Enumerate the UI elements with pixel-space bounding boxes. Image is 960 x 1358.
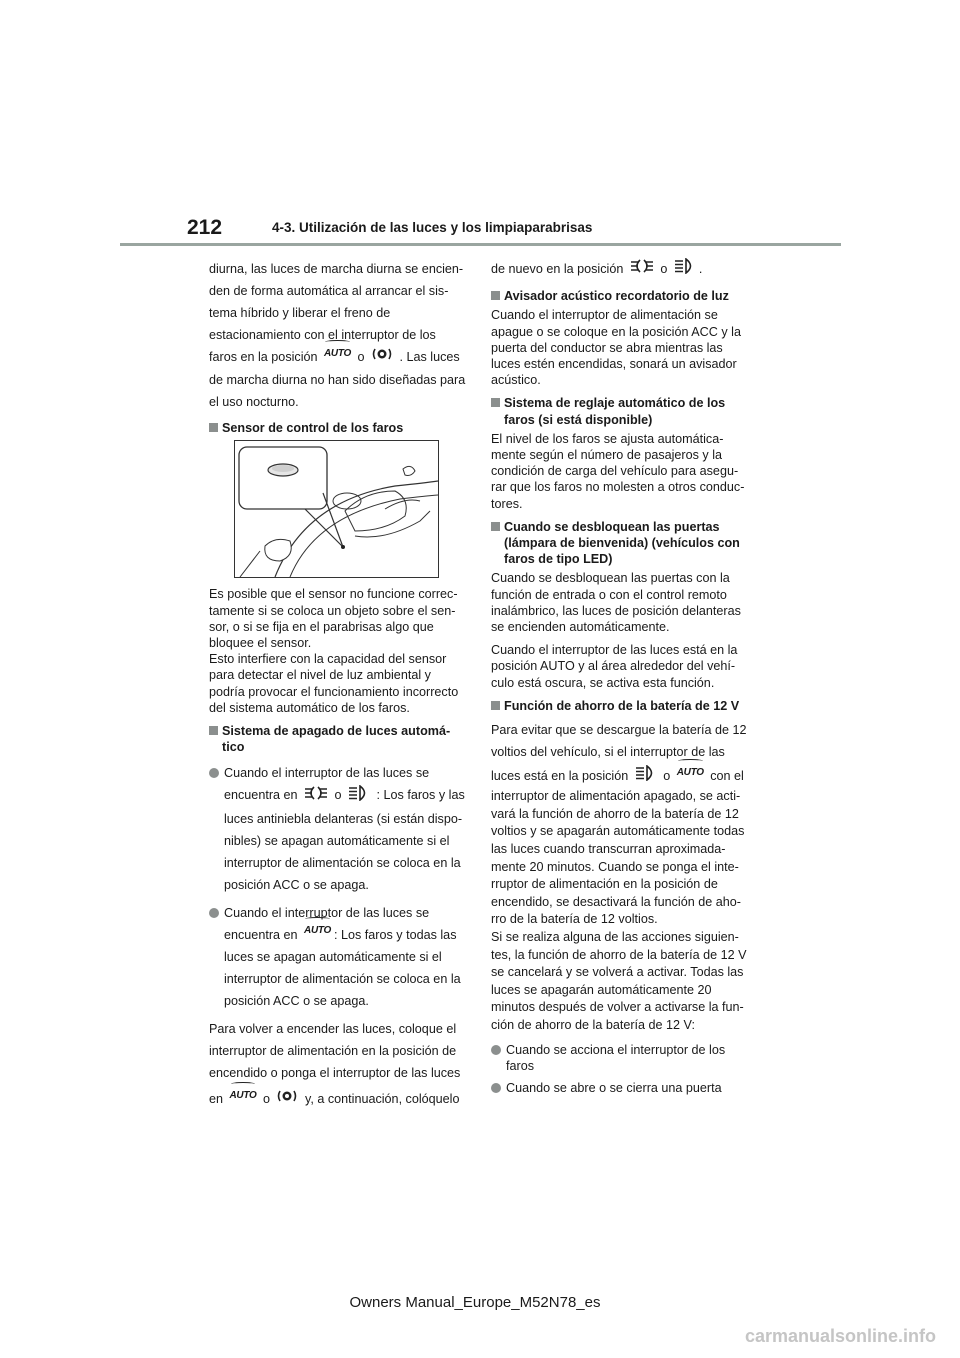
paragraph: Para evitar que se descargue la batería de 12 voltios del vehículo, si el interruptor de las	[491, 723, 747, 760]
heading: Función de ahorro de la batería de 12 V	[491, 698, 753, 714]
paragraph: Es posible que el sensor no funcione correc-tamente si se coloca un objeto sobre el sen-sor, o si se fija en el parabrisas algo que bloquee el sensor.	[209, 587, 458, 650]
document-footer: Owners Manual_Europe_M52N78_es	[349, 1294, 601, 1311]
heading: Sistema de reglaje automático de los faros (si está disponible)	[491, 395, 753, 427]
high-beam-icon	[674, 258, 696, 281]
high-beam-icon	[348, 785, 370, 808]
paragraph: Cuando el interruptor de alimentación se apague o se coloque en la posición ACC y la puerta del conductor se abra mientras las luces estén encendidas, sonará un avisador acústico.	[491, 308, 741, 388]
paragraph: Para volver a encender las luces, coloque el interruptor de alimentación en la posición de encendido o ponga el interruptor de las luces	[209, 1022, 461, 1081]
paragraph: diurna, las luces de marcha diurna se encien-den de forma automática al arrancar el sis-tema híbrido y liberar el freno de estacionamiento con el interruptor de los	[209, 262, 464, 342]
auto-icon: AUTO	[304, 920, 331, 942]
left-column	[209, 258, 466, 1118]
headlight-icon	[304, 785, 328, 808]
heading: Cuando se desbloquean las puertas (lámpara de bienvenida) (vehículos con faros de tipo LED)	[491, 519, 753, 568]
parking-light-icon	[276, 1088, 298, 1111]
heading: Avisador acústico recordatorio de luz	[491, 288, 753, 304]
watermark: carmanualsonline.info	[744, 1326, 936, 1346]
paragraph: faros en la posición AUTO o . Las luces	[209, 346, 466, 369]
right-column	[491, 258, 753, 1102]
parking-light-icon	[371, 346, 393, 369]
bullet-item: Cuando se abre o se cierra una puerta	[491, 1080, 753, 1096]
sensor-illustration	[234, 440, 439, 578]
paragraph: Esto interfiere con la capacidad del sensor para detectar el nivel de luz ambiental y podría provocar el funcionamiento incorrecto del sistema automático de los faros.	[209, 652, 459, 715]
bullet-item: Cuando se acciona el interruptor de los faros	[491, 1042, 753, 1074]
page-header	[0, 0, 960, 250]
paragraph: Si se realiza alguna de las acciones siguien-tes, la función de ahorro de la batería de 12 V se cancelará y se volverá a activar. Todas las luces se apagarán automáticamente 20 minutos después de volver a activarse la fun-ción de ahorro de la batería de 12 V:	[491, 929, 747, 1032]
headlight-icon	[630, 258, 654, 281]
section-title: 4-3. Utilización de las luces y los limpiaparabrisas	[272, 220, 593, 235]
paragraph: de marcha diurna no han sido diseñadas para el uso nocturno.	[209, 373, 466, 410]
paragraph: luces está en la posición o AUTO con el	[491, 765, 753, 788]
heading: Sistema de apagado de luces automá-tico	[209, 723, 466, 755]
paragraph: interruptor de alimentación apagado, se acti-vará la función de ahorro de la batería de 12 voltios y se apagarán automáticamente todas las luces cuando transcurran aproximada-mente 20 minutos. Cuando se ponga el inte-rruptor de alimentación en la posición de encendido, se desactivará la función de aho-rro de la batería de 12 voltios.	[491, 789, 745, 927]
auto-icon: AUTO	[324, 343, 351, 365]
heading: Sensor de control de los faros	[209, 420, 466, 436]
auto-icon: AUTO	[677, 762, 704, 784]
paragraph: en AUTO o y, a continuación, colóquelo	[209, 1088, 466, 1111]
paragraph: Cuando el interruptor de las luces está en la posición AUTO y al área alrededor del vehí-culo está oscura, se activa esta función.	[491, 643, 738, 690]
auto-icon: AUTO	[230, 1085, 257, 1107]
bullet-item: Cuando el interruptor de las luces se encuentra en o : Los faros y las luces antiniebla delanteras (si están dispo-nibles) se apagan automáticamente si el interruptor de alimentación se coloca en la posición ACC o se apaga.	[209, 762, 466, 895]
paragraph: El nivel de los faros se ajusta automática-mente según el número de pasajeros y la condición de carga del vehículo para asegu-rar que los faros no molesten a otros conduc-tores.	[491, 431, 745, 511]
paragraph: Cuando se desbloquean las puertas con la función de entrada o con el control remoto inalámbrico, las luces de posición delanteras se encienden automáticamente.	[491, 571, 741, 635]
paragraph: de nuevo en la posición o .	[491, 258, 753, 281]
high-beam-icon	[635, 765, 657, 788]
header-divider	[120, 243, 841, 246]
bullet-item: Cuando el interruptor de las luces se encuentra en AUTO : Los faros y todas las luces se apagan automáticamente si el interruptor de alimentación se coloca en la posición ACC o se apaga.	[209, 902, 466, 1013]
page-number: 212	[187, 216, 223, 239]
